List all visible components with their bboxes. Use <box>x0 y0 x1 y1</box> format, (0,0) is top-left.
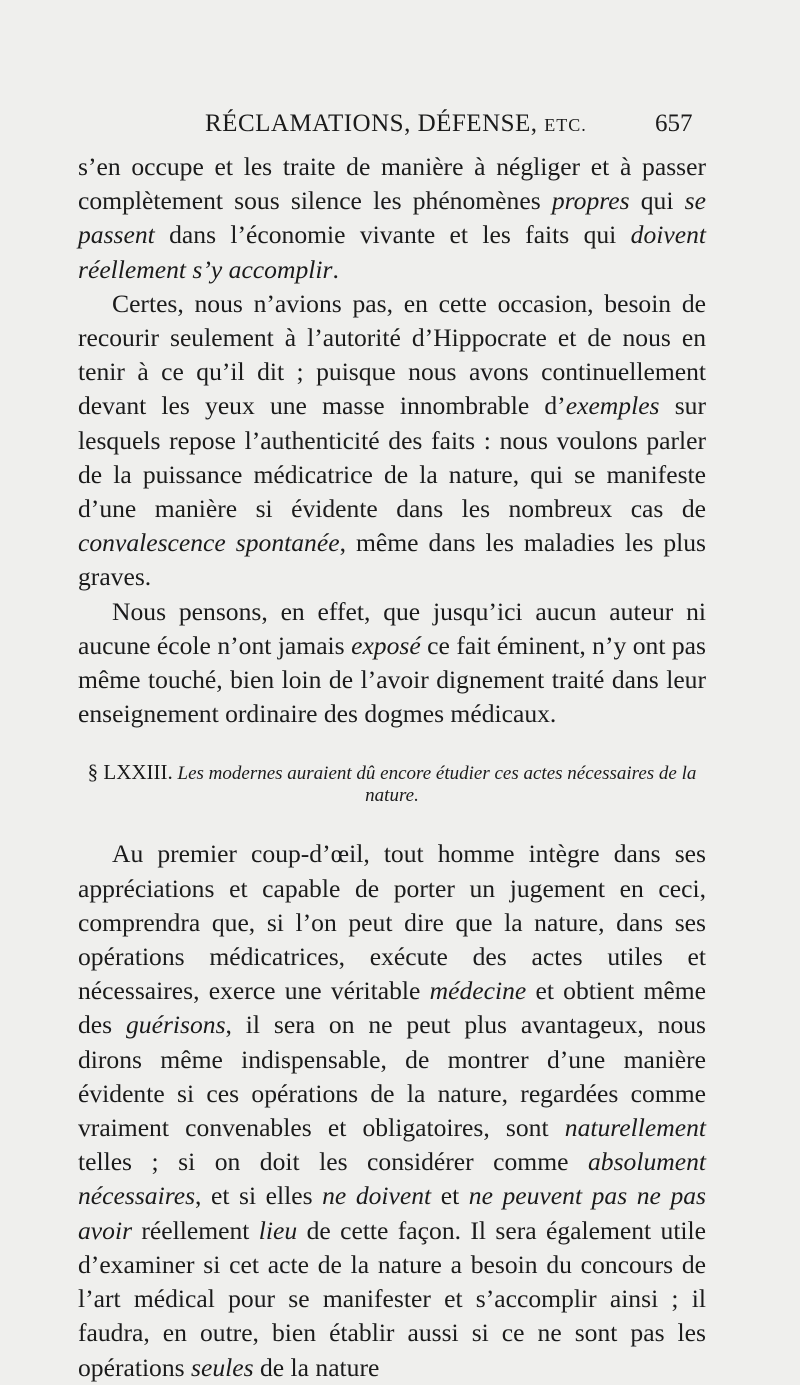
section-number: § LXXIII. <box>87 760 173 785</box>
running-head-etc: ETC. <box>544 115 587 135</box>
body-text <box>78 150 706 1385</box>
paragraph: Au premier coup-d’œil, tout homme intègre dans ses appréciations et capable de porter un jugement en ceci, comprendra que, si l’on peut dire que la nature, dans ses opérations médicatrices, exécute des actes utiles et nécessaires, exerce une véritable médecine et obtient même des guérisons, il sera on ne peut plus avantageux, nous dirons même indispensable, de montrer d’une manière évidente si ces opérations de la nature, regardées comme vraiment convenables et obligatoires, sont naturellement telles ; si on doit les considérer comme absolument nécessaires, et si elles ne doivent et ne peuvent pas ne pas avoir réellement lieu de cette façon. Il sera également utile d’examiner si cet acte de la nature a besoin du concours de l’art médical pour se manifester et s’accomplir ainsi ; il faudra, en outre, bien établir aussi si ce ne sont pas les opérations seules de la nature <box>78 839 707 1382</box>
section-title: Les modernes auraient dû encore étudier ces actes nécessaires de la nature. <box>177 763 697 807</box>
running-head: RÉCLAMATIONS, DÉFENSE, ETC. <box>205 110 587 137</box>
paragraph: s’en occupe et les traite de manière à négliger et à passer complètement sous silence les phénomènes propres qui se passent dans l’économie vivante et les faits qui doivent réellement s’y accomplir. <box>78 152 706 284</box>
paragraph: Nous pensons, en effet, que jusqu’ici aucun auteur ni aucune école n’ont jamais exposé ce fait éminent, n’y ont pas même touché, bien loin de l’avoir dignement traité dans leur enseignement ordinaire des dogmes médicaux. <box>78 596 706 729</box>
section-heading <box>78 761 706 807</box>
page-header <box>0 110 800 144</box>
paragraph: Certes, nous n’avions pas, en cette occasion, besoin de recourir seulement à l’autorité d’Hippocrate et de nous en tenir à ce qu’il dit ; puisque nous avons continuellement devant les yeux une masse innombrable d’exemples sur lesquels repose l’authenticité des faits : nous voulons parler de la puissance médicatrice de la nature, qui se manifeste d’une manière si évidente dans les nombreux cas de convalescence spontanée, même dans les maladies les plus graves. <box>78 288 707 592</box>
page-number: 657 <box>655 110 693 137</box>
